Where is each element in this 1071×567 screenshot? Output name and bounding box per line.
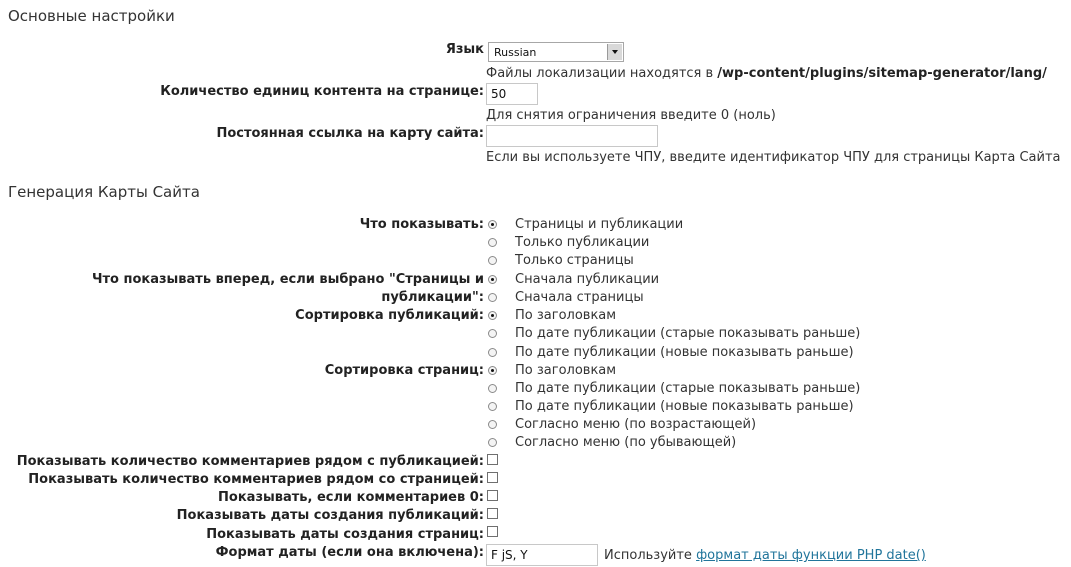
radio-page-sort-4[interactable] bbox=[488, 438, 497, 447]
items-per-page-label: Количество единиц контента на странице: bbox=[160, 84, 484, 99]
radio-page-sort-1[interactable] bbox=[488, 384, 497, 393]
radio-what-to-show-1[interactable] bbox=[488, 238, 497, 247]
radio-label-post-sort-2: По дате публикации (новые показывать раньше) bbox=[515, 345, 854, 360]
items-per-page-input[interactable]: 50 bbox=[486, 83, 538, 105]
language-hint-path: /wp-content/plugins/sitemap-generator/lang/ bbox=[717, 66, 1047, 81]
radio-label-what-to-show-1: Только публикации bbox=[515, 235, 650, 250]
date-format-label: Формат даты (если она включена): bbox=[215, 545, 484, 560]
radio-page-sort-2[interactable] bbox=[488, 402, 497, 411]
items-per-page-hint: Для снятия ограничения введите 0 (ноль) bbox=[486, 108, 776, 123]
radio-post-sort-1[interactable] bbox=[488, 329, 497, 338]
radio-label-post-sort-0: По заголовкам bbox=[515, 308, 617, 323]
radio-show-first-0[interactable] bbox=[488, 275, 497, 284]
date-format-hint-text: Используйте bbox=[604, 548, 697, 563]
date-format-input[interactable]: F jS, Y bbox=[486, 544, 598, 566]
what-to-show-label: Что показывать: bbox=[359, 217, 484, 232]
radio-label-page-sort-0: По заголовкам bbox=[515, 363, 617, 378]
show-page-comment-count-checkbox[interactable] bbox=[487, 472, 498, 483]
show-post-dates-label: Показывать даты создания публикаций: bbox=[176, 508, 484, 523]
show-post-comment-count-label: Показывать количество комментариев рядом с публикацией: bbox=[16, 454, 484, 469]
radio-what-to-show-0[interactable] bbox=[488, 220, 497, 229]
permalink-hint: Если вы используете ЧПУ, введите идентификатор ЧПУ для страницы Карта Сайта bbox=[486, 150, 1061, 165]
date-format-hint bbox=[604, 548, 926, 563]
permalink-label: Постоянная ссылка на карту сайта: bbox=[216, 126, 484, 141]
radio-page-sort-3[interactable] bbox=[488, 420, 497, 429]
section-heading-basic: Основные настройки bbox=[8, 7, 175, 25]
page-sort-label: Сортировка страниц: bbox=[324, 363, 484, 378]
show-first-label-line2: публикации": bbox=[381, 290, 484, 305]
language-hint bbox=[486, 66, 1047, 81]
radio-label-what-to-show-2: Только страницы bbox=[515, 253, 634, 268]
radio-page-sort-0[interactable] bbox=[488, 366, 497, 375]
radio-label-page-sort-2: По дате публикации (новые показывать раньше) bbox=[515, 399, 854, 414]
radio-post-sort-0[interactable] bbox=[488, 311, 497, 320]
language-select-value: Russian bbox=[494, 46, 537, 59]
section-heading-generation: Генерация Карты Сайта bbox=[8, 183, 200, 201]
language-hint-text: Файлы локализации находятся в bbox=[486, 66, 718, 81]
radio-label-page-sort-1: По дате публикации (старые показывать раньше) bbox=[515, 381, 861, 396]
radio-label-page-sort-4: Согласно меню (по убывающей) bbox=[515, 435, 737, 450]
show-page-comment-count-label: Показывать количество комментариев рядом со страницей: bbox=[28, 472, 484, 487]
language-label: Язык bbox=[445, 42, 484, 57]
chevron-down-icon[interactable] bbox=[607, 44, 622, 60]
radio-label-what-to-show-0: Страницы и публикации bbox=[515, 217, 684, 232]
show-post-comment-count-checkbox[interactable] bbox=[487, 454, 498, 465]
permalink-input[interactable] bbox=[486, 125, 658, 147]
show-page-dates-checkbox[interactable] bbox=[487, 526, 498, 537]
show-zero-comments-label: Показывать, если комментариев 0: bbox=[218, 490, 484, 505]
show-page-dates-label: Показывать даты создания страниц: bbox=[206, 527, 484, 542]
radio-label-show-first-0: Сначала публикации bbox=[515, 272, 660, 287]
php-date-format-link[interactable]: формат даты функции PHP date() bbox=[696, 548, 926, 563]
radio-label-page-sort-3: Согласно меню (по возрастающей) bbox=[515, 417, 757, 432]
radio-what-to-show-2[interactable] bbox=[488, 256, 497, 265]
post-sort-label: Сортировка публикаций: bbox=[295, 308, 484, 323]
radio-label-show-first-1: Сначала страницы bbox=[515, 290, 644, 305]
show-post-dates-checkbox[interactable] bbox=[487, 508, 498, 519]
show-zero-comments-checkbox[interactable] bbox=[487, 490, 498, 501]
radio-post-sort-2[interactable] bbox=[488, 348, 497, 357]
radio-label-post-sort-1: По дате публикации (старые показывать раньше) bbox=[515, 326, 861, 341]
language-select[interactable] bbox=[488, 42, 624, 62]
radio-show-first-1[interactable] bbox=[488, 293, 497, 302]
show-first-label-line1: Что показывать вперед, если выбрано "Страницы и bbox=[91, 272, 484, 287]
